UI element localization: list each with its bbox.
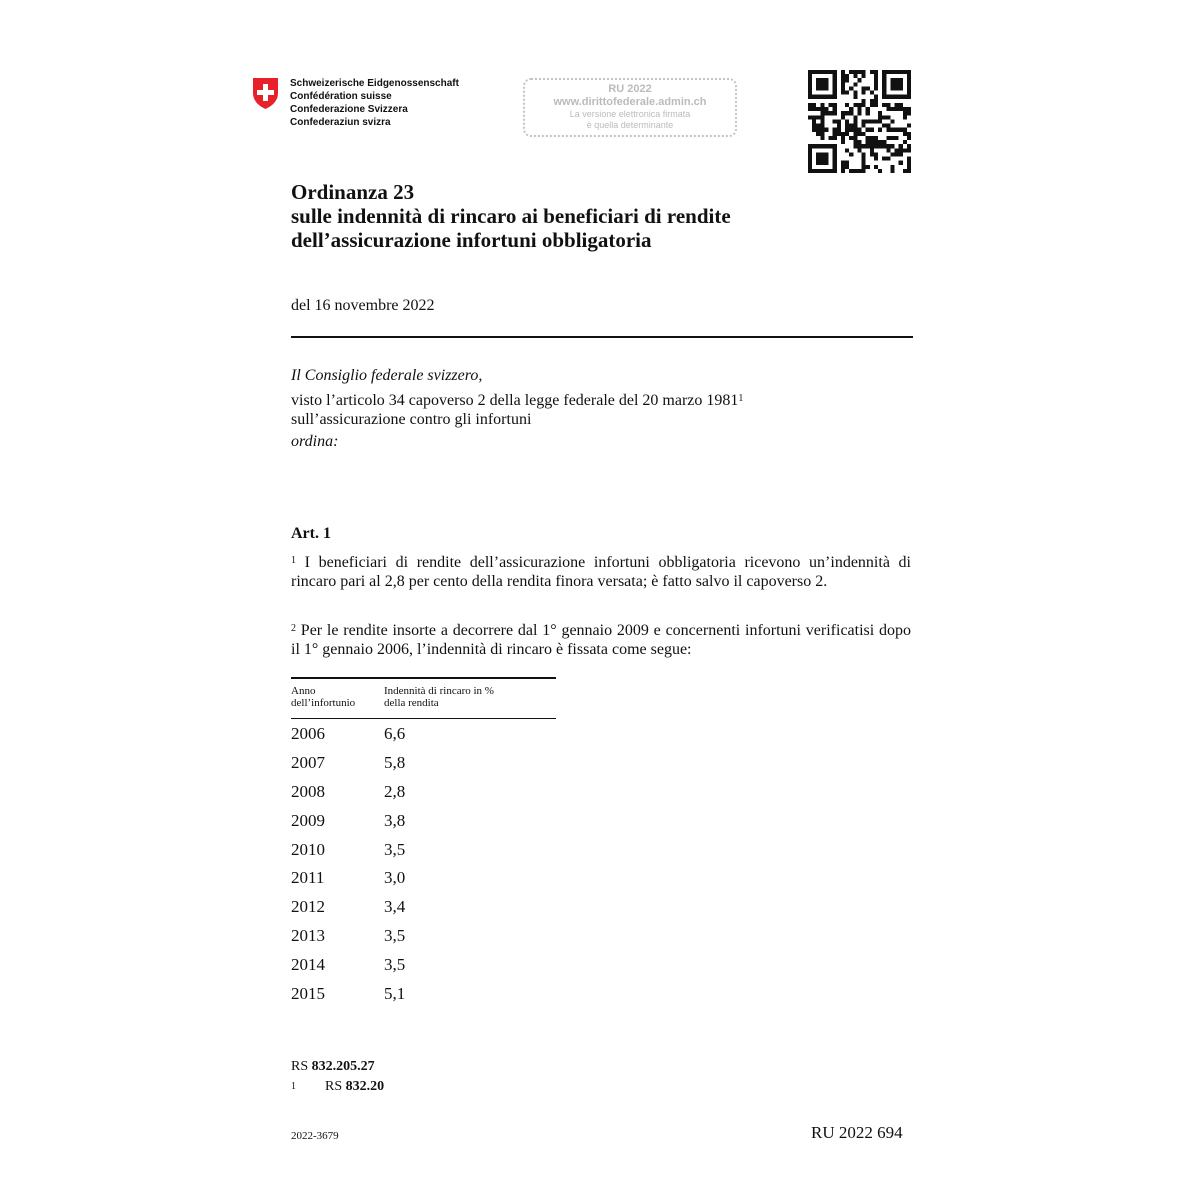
footnote-number: 1: [291, 1081, 296, 1092]
cell-year: 2006: [291, 724, 325, 743]
cell-year: 2014: [291, 955, 325, 975]
document-title: [291, 180, 911, 252]
article-paragraph-2: [291, 621, 911, 659]
table-row: [291, 984, 556, 1013]
federation-line-rm: Confederaziun svizra: [290, 117, 391, 128]
table-row: [291, 753, 556, 782]
table-body: [291, 719, 556, 1013]
document-number: 2022-3679: [291, 1130, 339, 1142]
cell-rate: 6,6: [384, 724, 406, 743]
title-line-2: sulle indennità di rincaro ai beneficiari di rendite: [291, 204, 731, 228]
footnote-ref-1[interactable]: 1: [738, 393, 744, 404]
cell-year: 2015: [291, 984, 325, 1004]
federation-line-it: Confederazione Svizzera: [290, 104, 408, 115]
footnote-1: [291, 1078, 384, 1096]
cell-year: 2012: [291, 897, 325, 917]
cell-rate: 3,5: [384, 926, 406, 946]
cell-rate: 5,8: [384, 752, 406, 772]
preamble-basis: [291, 391, 911, 410]
paragraph-text: I beneficiari di rendite dell’assicurazione infortuni obbligatoria ricevono un’indennità di rincaro pari al 2,8 per cento della rendita finora versata; è fatto salvo il capoverso 2.: [291, 554, 911, 590]
article-paragraph-1: [291, 553, 911, 591]
stamp-note-2: è quella determinante: [586, 120, 674, 130]
swiss-crest-icon: [252, 77, 279, 110]
header-year-line2: dell’infortunio: [291, 697, 356, 709]
title-line-3: dell’assicurazione infortuni obbligatoria: [291, 228, 652, 252]
cell-rate: 3,5: [384, 839, 406, 859]
preamble: [291, 366, 911, 451]
table-header: [291, 679, 556, 718]
preamble-basis-line1: visto l’articolo 34 capoverso 2 della legge federale del 20 marzo 1981: [291, 392, 739, 409]
federation-line-fr: Confédération suisse: [290, 91, 392, 102]
stamp-note-1: La versione elettronica firmata: [569, 109, 691, 119]
header-year: [291, 685, 384, 718]
cell-year: 2013: [291, 926, 325, 946]
cell-rate: 2,8: [384, 781, 406, 801]
cell-year: 2011: [291, 868, 325, 888]
cell-rate: 3,5: [384, 955, 406, 975]
table-row: [291, 926, 556, 955]
paragraph-number: 1: [291, 555, 296, 566]
footnote-rs-prefix: RS: [325, 1079, 346, 1094]
stamp-collection: RU 2022: [608, 83, 652, 95]
header-rate: [384, 685, 556, 718]
rs-prefix: RS: [291, 1059, 312, 1074]
rs-reference: [291, 1058, 375, 1076]
header-rate-line1: Indennità di rincaro in %: [384, 685, 494, 697]
title-divider: [291, 336, 913, 338]
paragraph-number: 2: [291, 623, 296, 634]
table-row: [291, 724, 556, 753]
table-row: [291, 955, 556, 984]
table-row: [291, 811, 556, 840]
rate-table: [291, 677, 556, 1013]
qr-code-icon[interactable]: [808, 70, 911, 173]
stamp-url[interactable]: www.dirittofederale.admin.ch: [553, 96, 707, 108]
cell-rate: 3,4: [384, 897, 406, 917]
cell-year: 2008: [291, 781, 325, 801]
signature-stamp: [523, 78, 737, 137]
document-date: del 16 novembre 2022: [291, 297, 435, 314]
cell-year: 2010: [291, 839, 325, 859]
preamble-authority: Il Consiglio federale svizzero,: [291, 367, 483, 384]
preamble-basis-line2: sull’assicurazione contro gli infortuni: [291, 411, 532, 428]
paragraph-text: Per le rendite insorte a decorrere dal 1° gennaio 2009 e concernenti infortuni verificatisi dopo il 1° gennaio 2006, l’indennità di rincaro è fissata come segue:: [291, 622, 911, 658]
cell-year: 2009: [291, 810, 325, 830]
federation-line-de: Schweizerische Eidgenossenschaft: [290, 78, 459, 89]
article-heading: Art. 1: [291, 525, 331, 542]
table-row: [291, 868, 556, 897]
table-row: [291, 897, 556, 926]
footnote-rs-number: 832.20: [345, 1079, 385, 1094]
cell-rate: 3,8: [384, 810, 406, 830]
cell-rate: 5,1: [384, 984, 406, 1004]
preamble-decrees: ordina:: [291, 433, 339, 450]
header-rate-line2: della rendita: [384, 697, 439, 709]
title-line-1: Ordinanza 23: [291, 180, 415, 204]
table-row: [291, 782, 556, 811]
federation-name: [290, 77, 459, 129]
page-reference: RU 2022 694: [811, 1123, 903, 1142]
rs-number: 832.205.27: [311, 1059, 375, 1074]
cell-year: 2007: [291, 752, 325, 772]
table-row: [291, 840, 556, 869]
cell-rate: 3,0: [384, 868, 406, 888]
header-year-line1: Anno: [291, 685, 316, 697]
